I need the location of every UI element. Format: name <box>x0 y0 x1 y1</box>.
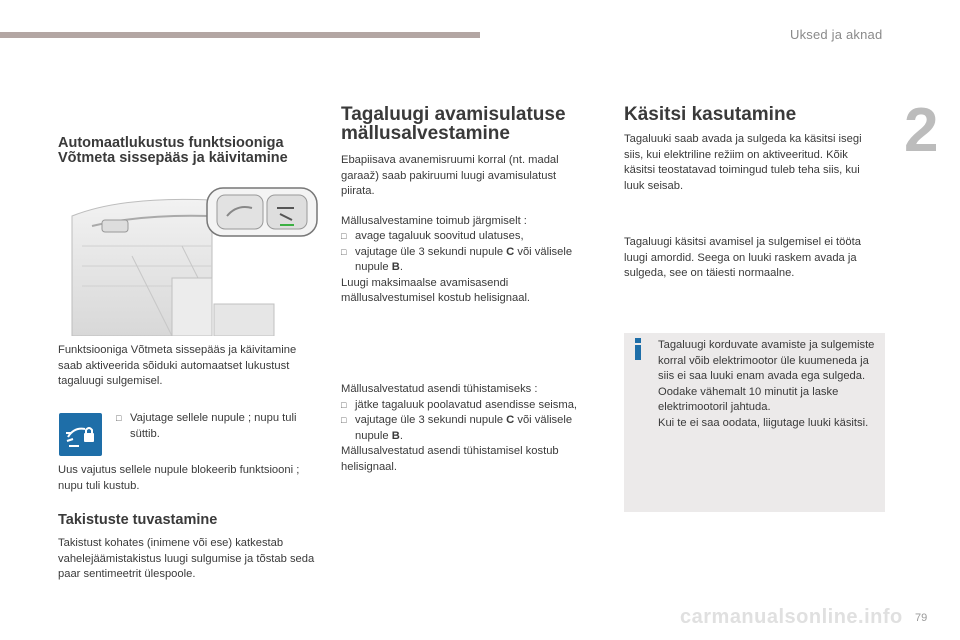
info-text: Tagaluugi korduvate avamiste ja sulgemiste korral võib elektrimootor üle kuumeneda ja siis ei saa luuki enam avada ega sulgeda. Oodake vähemalt 10 minutit ja laske elektrimootoril jahtuda. Kui te ei saa oodata, liigutage luuki käsitsi. <box>658 339 875 429</box>
obstacle-section <box>58 513 320 583</box>
paragraph-auto-lock: Funktsiooniga Võtmeta sissepääs ja käivitamine saab aktiveerida sõiduki automaatset lukustust tagaluugi sulgemisel. <box>58 344 297 387</box>
lock-tailgate-icon <box>59 413 102 456</box>
info-icon <box>631 338 645 360</box>
paragraph-memory-steps: Mällusalvestamine toimub järgmiselt : <box>341 214 527 227</box>
column-2: Tagaluugi avamisulatuse mällusalvestamine Ebapiisava avanemisruumi korral (nt. madal garaaž) saab pakiruumi luugi avamisulatust piirata. Mällusalvestamine toimub järgmiselt : □ avage tagaluuk soovitud ulatuses, □ vajutage üle 3 sekundi nupule C või välisele nupule B. Luugi maksimaalse avamisasendi mällusalvestumisel kostub helisignaal. <box>341 105 586 307</box>
bullet-icon: □ <box>116 413 122 423</box>
bullet-press-button: □ Vajutage sellele nupule ; nupu tuli süttib. <box>116 411 316 442</box>
tailgate-illustration <box>62 186 320 336</box>
paragraph-memory-intro: Ebapiisava avanemisruumi korral (nt. madal garaaž) saab pakiruumi luugi avamisulatust piirata. <box>341 154 559 197</box>
heading-manual: Käsitsi kasutamine <box>624 104 797 125</box>
paragraph-cancel-steps: Mällusalvestatud asendi tühistamiseks : <box>341 383 538 395</box>
heading-auto-lock: Automaatlukustus funktsiooniga Võtmeta sissepääs ja käivitamine <box>58 135 288 166</box>
paragraph-manual-dampers: Tagaluugi käsitsi avamisel ja sulgemisel ei tööta luugi amordid. Seega on luuki raskem avada ja sulgeda, see on täiesti normaalne. <box>624 236 861 279</box>
page-number: 79 <box>915 612 928 624</box>
watermark: carmanualsonline.info <box>680 606 903 628</box>
column-3 <box>624 105 879 194</box>
column-1 <box>58 136 320 166</box>
paragraph-cancel-signal: Mällusalvestatud asendi tühistamisel kostub helisignaal. <box>341 445 559 473</box>
paragraph-memory-signal: Luugi maksimaalse avamisasendi mällusalvestumisel kostub helisignaal. <box>341 276 531 304</box>
paragraph-block-function: Uus vajutus sellele nupule blokeerib funktsiooni ; nupu tuli kustub. <box>58 464 300 492</box>
column-2-cancel: Mällusalvestatud asendi tühistamiseks : □ jätke tagaluuk poolavatud asendisse seisma, □ vajutage üle 3 sekundi nupule C või välisele nupule B. Mällusalvestatud asendi tühistamisel kostub helisignaal. <box>341 382 586 475</box>
button-panel <box>207 188 317 236</box>
header-bar <box>0 32 480 38</box>
paragraph-manual: Tagaluuki saab avada ja sulgeda ka käsitsi isegi siis, kui elektriline režiim on aktiveeritud. Kõik käsitsi teostatavad toimingud tuleb teha siis, kui luuk seisab. <box>624 133 862 192</box>
section-title: Uksed ja aknad <box>790 27 883 42</box>
paragraph-obstacle: Takistust kohates (inimene või ese) katkestab vahelejäämistakistus luugi sulgumise ja tõstab seda paar sentimeetrit ülespoole. <box>58 537 315 580</box>
heading-memory: Tagaluugi avamisulatuse mällusalvestamine <box>341 104 566 144</box>
chapter-number: 2 <box>904 96 939 165</box>
column-1-body <box>58 343 313 390</box>
heading-obstacle: Takistuste tuvastamine <box>58 512 218 528</box>
